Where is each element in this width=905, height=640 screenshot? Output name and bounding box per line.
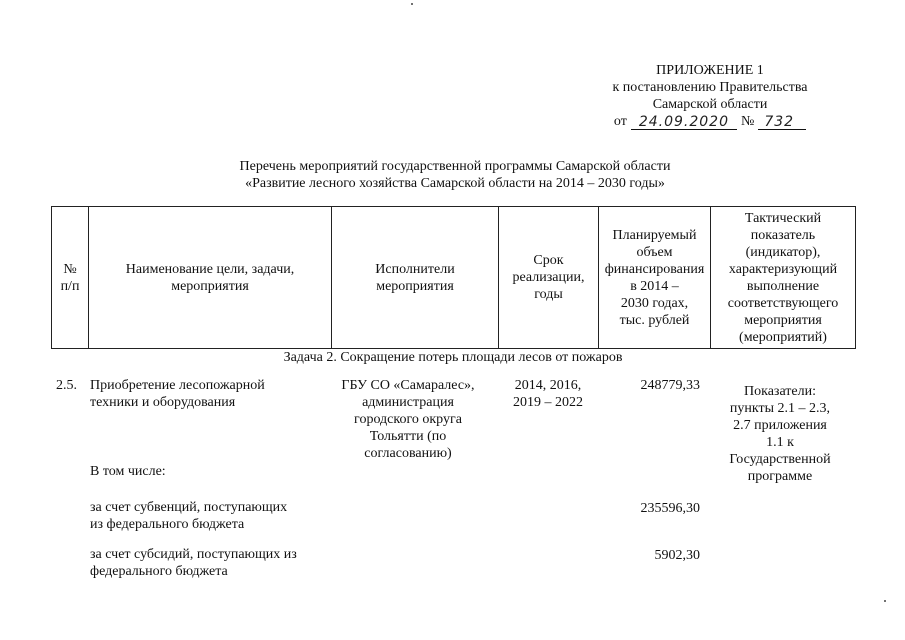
row-name: Приобретение лесопожарной техники и оборудования: [90, 378, 265, 410]
number-prefix: №: [741, 114, 755, 129]
subsidy-label: за счет субсидий, поступающих из федерального бюджета: [90, 547, 297, 579]
subsidy-value: 5902,30: [654, 548, 700, 563]
header-name: Наименование цели, задачи, мероприятия: [89, 207, 332, 349]
appendix-line-3: Самарской области: [652, 97, 768, 112]
row-indicator: Показатели: пункты 2.1 – 2.3, 2.7 приложения 1.1 к Государственной программе: [729, 384, 831, 484]
subvention-value: 235596,30: [640, 501, 700, 516]
appendix-block: [560, 62, 860, 130]
scan-dot: [884, 600, 886, 602]
document-title: [160, 158, 750, 192]
date-prefix: от: [613, 114, 627, 129]
header-indicator: Тактический показатель (индикатор), характеризующий выполнение соответствующего мероприятия (мероприятий): [711, 207, 856, 349]
header-executors: Исполнители мероприятия: [332, 207, 499, 349]
handwritten-number: 732: [758, 115, 806, 130]
header-num: № п/п: [52, 207, 89, 349]
title-line-1: Перечень мероприятий государственной программы Самарской области: [239, 159, 671, 174]
scan-dot: [411, 3, 413, 5]
title-line-2: «Развитие лесного хозяйства Самарской области на 2014 – 2030 годы»: [245, 176, 665, 191]
task-heading: Задача 2. Сокращение потерь площади лесов от пожаров: [283, 350, 623, 365]
row-executors: ГБУ СО «Самаралес», администрация городского округа Тольятти (по согласованию): [341, 378, 475, 461]
handwritten-date: 24.09.2020: [631, 115, 737, 130]
row-number: 2.5.: [56, 378, 77, 393]
header-term: Срок реализации, годы: [499, 207, 599, 349]
row-financing: 248779,33: [640, 378, 700, 393]
header-financing: Планируемый объем финансирования в 2014 – 2030 годах, тыс. рублей: [599, 207, 711, 349]
table-header-wrap: [51, 206, 856, 349]
appendix-title: ПРИЛОЖЕНИЕ 1: [656, 63, 764, 78]
row-term: 2014, 2016, 2019 – 2022: [513, 378, 583, 410]
appendix-line-2: к постановлению Правительства: [612, 80, 808, 95]
appendix-date-row: [560, 113, 860, 130]
including-label: В том числе:: [90, 464, 166, 479]
table-header: [51, 206, 856, 349]
subvention-label: за счет субвенций, поступающих из федерального бюджета: [90, 500, 288, 532]
